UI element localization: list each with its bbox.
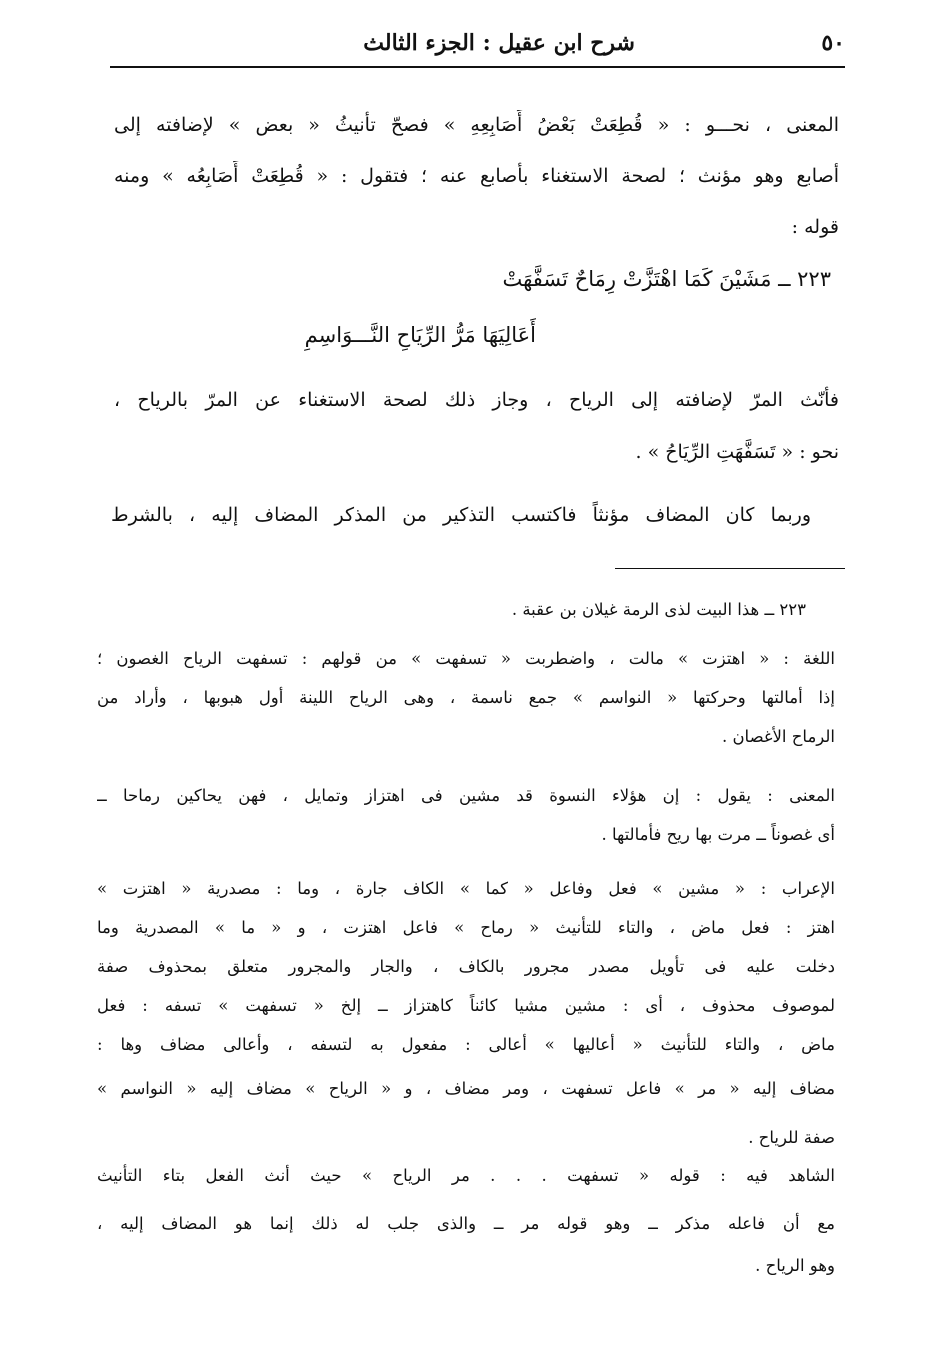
footnote-line: لموصوف محذوف ، أى : مشين مشيا كائناً كاهتزاز ــ إلخ « تسفهت » تسفه : فعل: [97, 996, 835, 1015]
body-line: المعنى ، نحـــو : « قُطِعَتْ بَعْضُ أَصَابِعِهِ » فصحّ تأنيثُ « بعض » لإضافته إلى: [114, 114, 839, 136]
footnote-line: ٢٢٣ ــ هذا البيت لذى الرمة غيلان بن عقبة .: [511, 600, 806, 619]
footnote-line: مع أن فاعله مذكر ــ وهو قوله مر ــ والذى جلب له ذلك إنما هو المضاف إليه ،: [97, 1214, 835, 1233]
footnote-line: صفة للرياح .: [748, 1128, 835, 1147]
footnote-line: الرماح الأغصان .: [721, 727, 835, 746]
body-line: فأنّث المرّ لإضافته إلى الرياح ، وجاز ذلك لصحة الاستغناء عن المرّ بالرياح ،: [114, 389, 839, 411]
footnote-line: المعنى : يقول : إن هؤلاء النسوة قد مشين فى اهتزاز وتمايل ، فهن يحاكين رماحا ــ: [97, 786, 835, 805]
header-rule: [110, 66, 845, 68]
page-header: [110, 24, 845, 68]
verse-first-hemistich: ٢٢٣ ــ مَشَيْنَ كَمَا اهْتَزَّتْ رِمَاحٌ تَسَفَّهَتْ: [502, 267, 831, 291]
body-line: وربما كان المضاف مؤنثاً فاكتسب التذكير من المذكر المضاف إليه ، بالشرط: [111, 504, 811, 526]
footnote-line: اهتز : فعل ماض ، والتاء للتأنيث « رماح » فاعل اهتزت ، و « ما » المصدرية وما: [97, 918, 835, 937]
running-title: شرح ابن عقيل : الجزء الثالث: [363, 30, 635, 56]
footnote-line: الشاهد فيه : قوله « تسفهت . . . مر الرياح » حيث أنث الفعل بتاء التأنيث: [97, 1166, 835, 1185]
body-line: أصابع وهو مؤنث ؛ لصحة الاستغناء بأصابع عنه ؛ فتقول : « قُطِعَتْ أَصَابِعُه » ومنه: [114, 165, 839, 187]
verse-second-hemistich: أَعَالِيَهَا مَرُّ الرِّيَاحِ النَّـــوَاسِمِ: [304, 323, 536, 347]
body-line: قوله :: [791, 216, 839, 238]
body-line: نحو : « تَسَفَّهَتِ الرِّيَاحُ » .: [635, 441, 839, 463]
footnote-line: الإعراب : « مشين » فعل وفاعل « كما » الكاف جارة ، وما : مصدرية « اهتزت »: [97, 879, 835, 898]
footnote-line: مضاف إليه « مر » فاعل تسفهت ، ومر مضاف ، و « الرياح » مضاف إليه « النواسم »: [97, 1079, 835, 1098]
footnote-line: دخلت عليه فى تأويل مصدر مجرور بالكاف ، والجار والمجرور متعلق بمحذوف صفة: [97, 957, 835, 976]
footnote-line: وهو الرياح .: [755, 1256, 835, 1275]
page-number: ٥٠: [821, 30, 845, 56]
footnote-line: ماض ، والتاء للتأنيث « أعاليها » أعالى : مفعول به لتسفه ، وأعالى مضاف وها :: [97, 1035, 835, 1054]
footnote-line: إذا أمالتها وحركتها « النواسم » جمع ناسمة ، وهى الرياح اللينة أول هبوبها ، وأراد من: [97, 688, 835, 707]
footnote-line: أى غصوناً ــ مرت بها ريح فأمالتها .: [601, 825, 835, 844]
footnote-line: اللغة : « اهتزت » مالت ، واضطربت « تسفهت » من قولهم : تسفهت الرياح الغصون ؛: [97, 649, 835, 668]
footnote-rule: [615, 568, 845, 569]
